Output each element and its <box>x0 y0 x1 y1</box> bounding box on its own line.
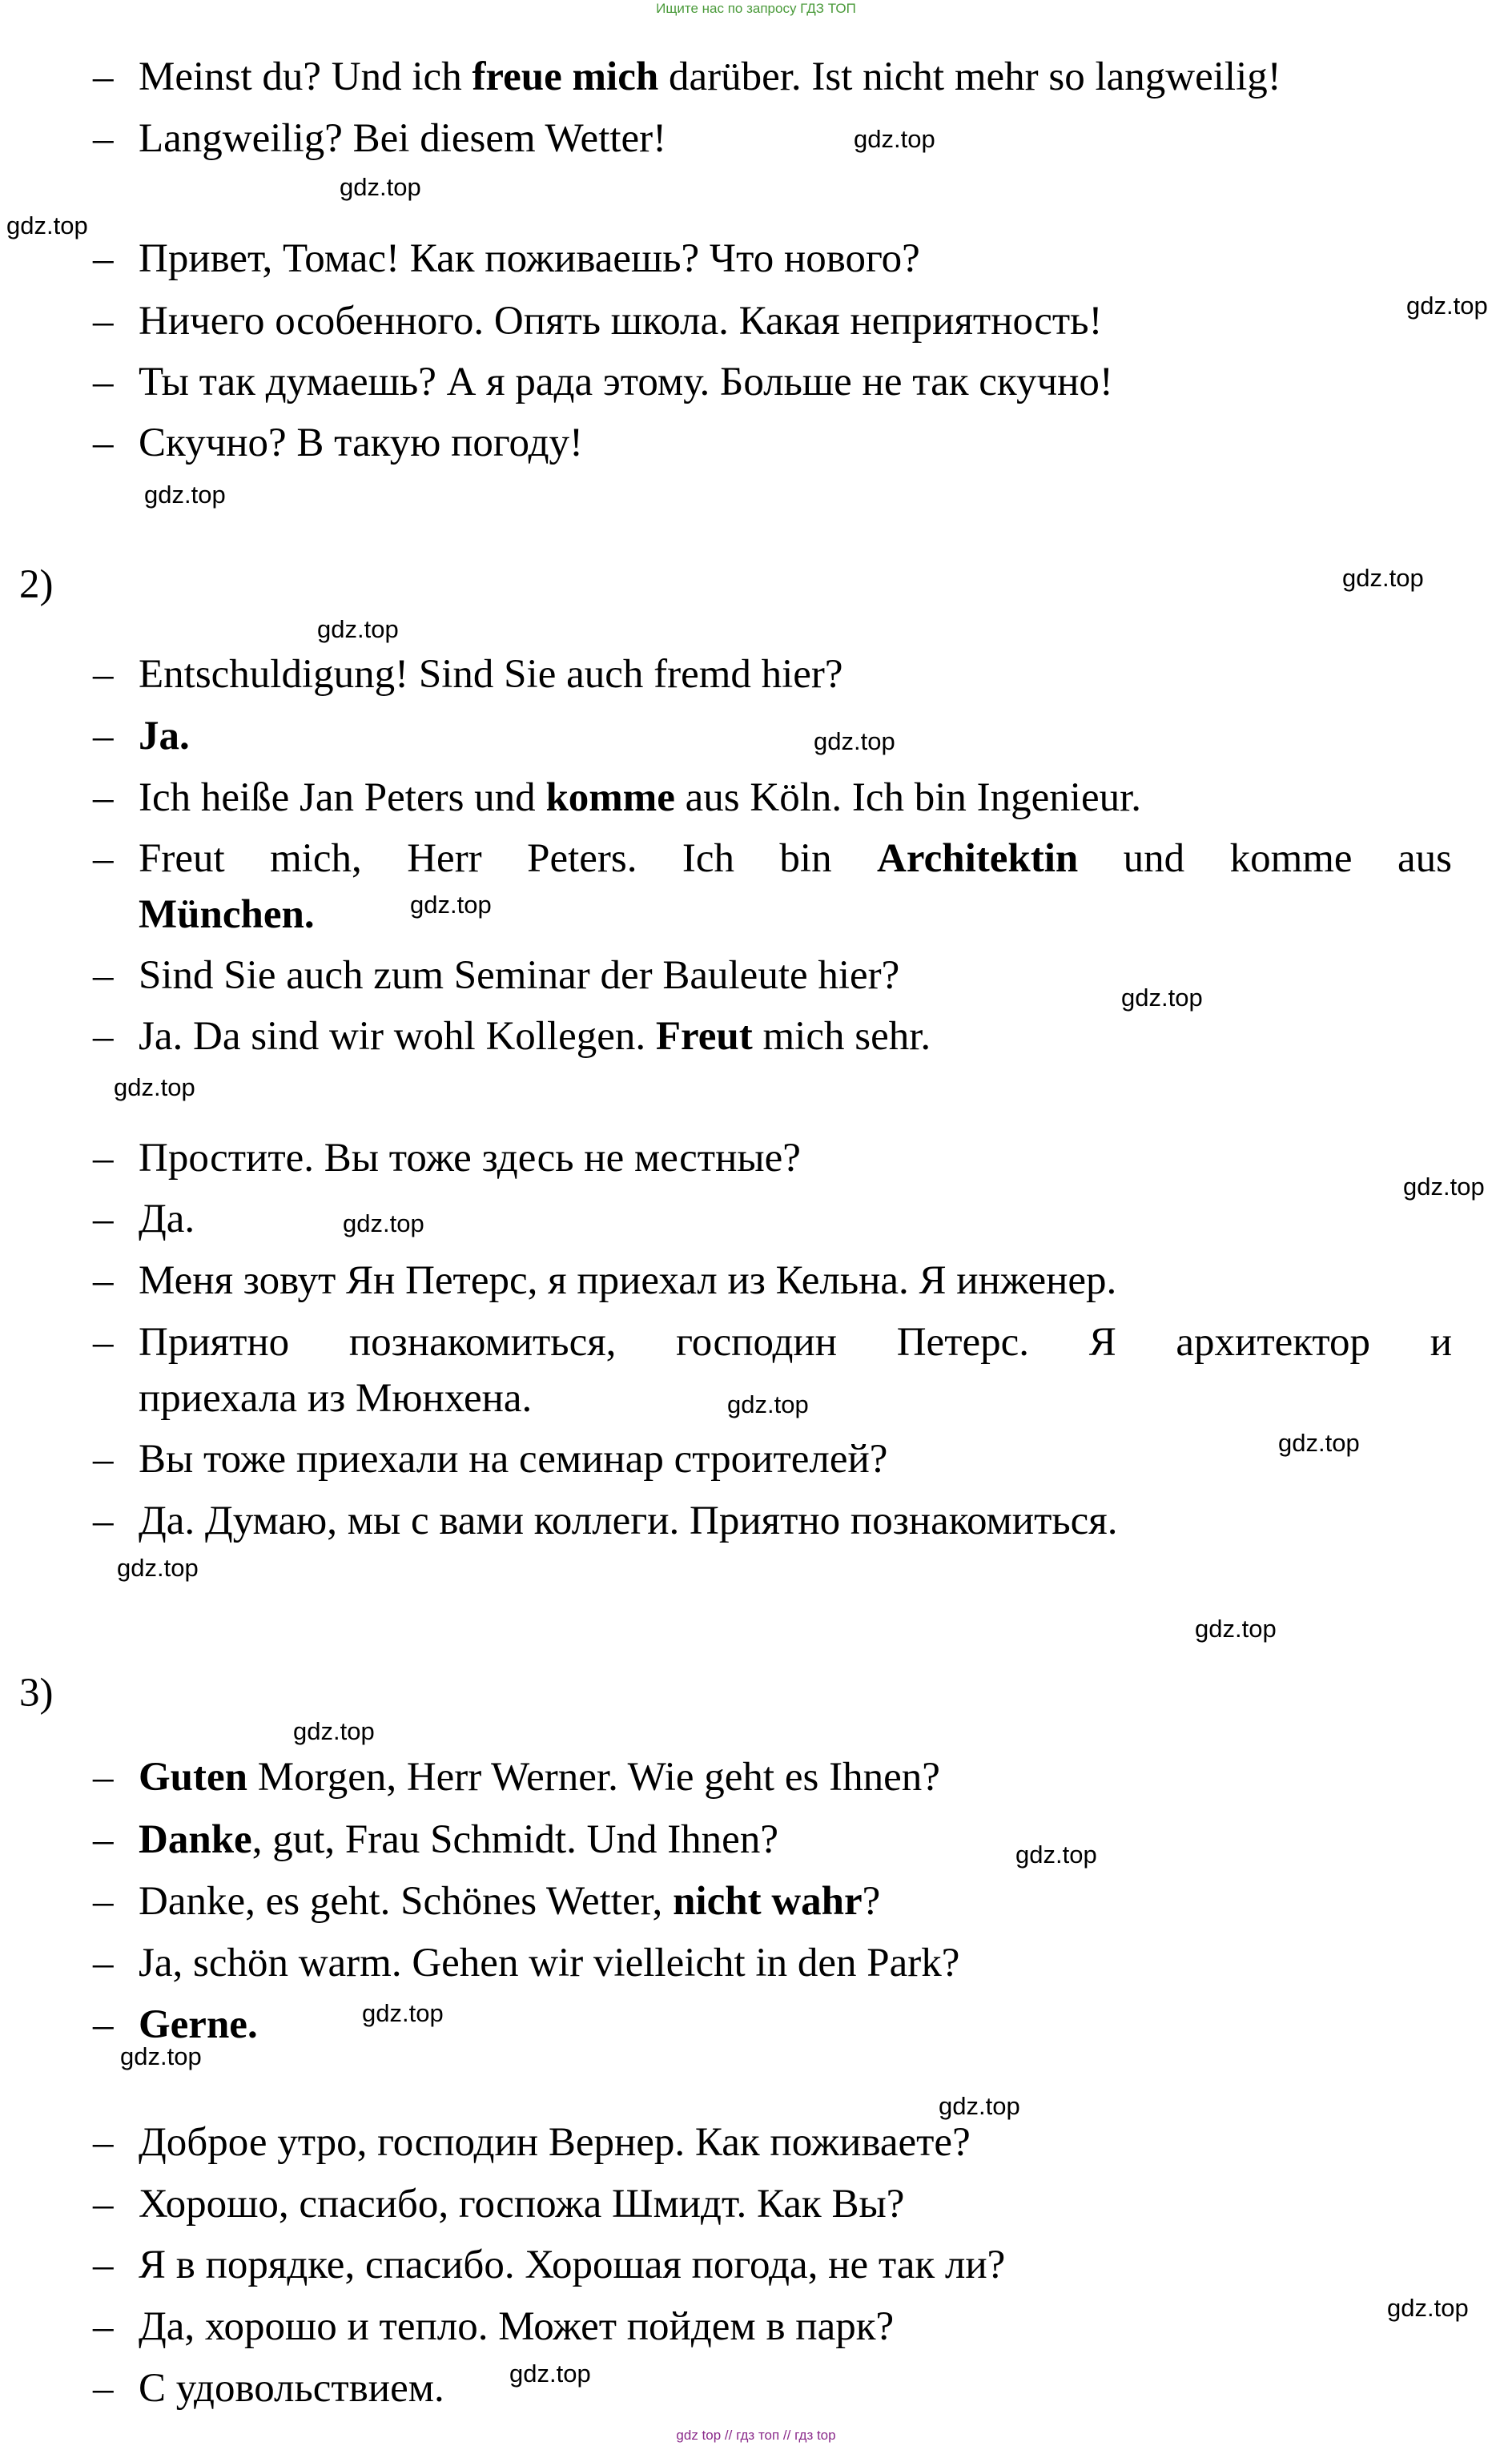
watermark: gdz.top <box>343 1209 424 1237</box>
watermark: gdz.top <box>6 211 88 239</box>
dialogue-text: Sind Sie auch zum Seminar der Bauleute hier? <box>139 953 900 998</box>
dash-marker: – <box>93 2304 114 2349</box>
watermark: gdz.top <box>1121 984 1203 1012</box>
dialogue-line <box>93 1134 1454 1182</box>
header-note: Ищите нас по запросу ГДЗ ТОП <box>656 1 856 16</box>
dash-marker: – <box>93 953 114 998</box>
watermark: gdz.top <box>1195 1615 1277 1643</box>
watermark: gdz.top <box>117 1554 199 1582</box>
dialogue-line <box>93 774 1454 822</box>
dash-marker: – <box>93 1755 114 1800</box>
dialogue-text: Ничего особенного. Опять школа. Какая неприятность! <box>139 299 1103 344</box>
dialogue-text: Привет, Томас! Как поживаешь? Что нового? <box>139 236 920 281</box>
dialogue-line <box>93 1257 1454 1305</box>
dialogue-text: Доброе утро, господин Вернер. Как поживаете? <box>139 2120 971 2165</box>
dash-marker: – <box>93 1941 114 1985</box>
dash-marker: – <box>93 2120 114 2165</box>
dialogue-line <box>93 1816 1454 1864</box>
dialogue-text: Я в порядке, спасибо. Хорошая погода, не так ли? <box>139 2243 1006 2287</box>
dialogue-line <box>93 835 1454 883</box>
dialogue-text: Меня зовут Ян Петерс, я приехал из Кельна. Я инженер. <box>139 1258 1117 1303</box>
dialogue-line <box>93 1753 1454 1801</box>
watermark: gdz.top <box>293 1717 375 1745</box>
dash-marker: – <box>93 2243 114 2287</box>
dialogue-text: Ich heiße Jan Peters und komme aus Köln. Ich bin Ingenieur. <box>139 775 1142 820</box>
dialogue-line <box>93 712 1454 760</box>
watermark: gdz.top <box>814 727 895 755</box>
dash-marker: – <box>93 236 114 281</box>
dash-marker: – <box>93 1817 114 1862</box>
dialogue-line <box>93 650 1454 698</box>
dialogue-text: Приятно познакомиться, господин Петерс. Я архитектор и <box>139 1320 1452 1365</box>
watermark: gdz.top <box>144 481 226 509</box>
dialogue-text: Ja. Da sind wir wohl Kollegen. Freut mich sehr. <box>139 1014 931 1059</box>
dialogue-text: Скучно? В такую погоду! <box>139 420 584 465</box>
dash-marker: – <box>93 775 114 820</box>
dash-marker: – <box>93 116 114 161</box>
dialogue-text: Вы тоже приехали на семинар строителей? <box>139 1437 888 1482</box>
footer-note: gdz top // гдз топ // гдз top <box>676 2428 836 2443</box>
dialogue-text: Простите. Вы тоже здесь не местные? <box>139 1136 801 1181</box>
dash-marker: – <box>93 299 114 344</box>
dash-marker: – <box>93 1258 114 1303</box>
dash-marker: – <box>93 836 114 881</box>
dialogue-line <box>93 1195 1454 1243</box>
dialogue-line <box>93 2303 1454 2351</box>
dialogue-text: Danke, gut, Frau Schmidt. Und Ihnen? <box>139 1817 778 1862</box>
dash-marker: – <box>93 1879 114 1924</box>
watermark: gdz.top <box>1015 1841 1097 1869</box>
dash-marker: – <box>93 652 114 697</box>
dialogue-line <box>93 1497 1454 1545</box>
dialogue-line <box>93 419 1454 467</box>
watermark: gdz.top <box>317 615 399 643</box>
watermark: gdz.top <box>854 125 935 153</box>
dialogue-text: Да. Думаю, мы с вами коллеги. Приятно познакомиться. <box>139 1499 1118 1543</box>
dialogue-text: Gerne. <box>139 2002 258 2047</box>
dialogue-line <box>93 2241 1454 2289</box>
watermark: gdz.top <box>1342 564 1424 592</box>
dialogue-line <box>93 2180 1454 2228</box>
dialogue-text: Langweilig? Bei diesem Wetter! <box>139 116 667 161</box>
dash-marker: – <box>93 1136 114 1181</box>
dialogue-text: Entschuldigung! Sind Sie auch fremd hier? <box>139 652 843 697</box>
dash-marker: – <box>93 1197 114 1241</box>
watermark: gdz.top <box>1387 2294 1469 2322</box>
dialogue-continuation: München. <box>139 892 315 937</box>
dash-marker: – <box>93 1499 114 1543</box>
watermark: gdz.top <box>509 2360 591 2388</box>
dialogue-text: Guten Morgen, Herr Werner. Wie geht es Ihnen? <box>139 1755 940 1800</box>
watermark: gdz.top <box>939 2092 1020 2120</box>
dash-marker: – <box>93 420 114 465</box>
dash-marker: – <box>93 1320 114 1365</box>
dialogue-line <box>93 358 1454 406</box>
dialogue-text: Ja, schön warm. Gehen wir vielleicht in den Park? <box>139 1941 960 1985</box>
watermark: gdz.top <box>114 1073 195 1101</box>
dialogue-text: Meinst du? Und ich freue mich darüber. Ist nicht mehr so langweilig! <box>139 54 1281 99</box>
watermark: gdz.top <box>1278 1429 1360 1457</box>
dash-marker: – <box>93 2366 114 2411</box>
dialogue-line <box>93 1012 1454 1060</box>
dialogue-line <box>93 297 1454 345</box>
watermark: gdz.top <box>1403 1173 1485 1201</box>
dash-marker: – <box>93 714 114 758</box>
dialogue-text: Danke, es geht. Schönes Wetter, nicht wahr? <box>139 1879 881 1924</box>
dash-marker: – <box>93 360 114 404</box>
watermark: gdz.top <box>727 1390 809 1418</box>
watermark: gdz.top <box>410 891 492 919</box>
watermark: gdz.top <box>1406 292 1488 320</box>
dialogue-line <box>93 951 1454 1000</box>
dialogue-line <box>93 2364 1454 2412</box>
dialogue-text: С удовольствием. <box>139 2366 444 2411</box>
section-number: 2) <box>19 562 54 607</box>
dialogue-line <box>93 115 1454 163</box>
dialogue-text: Ты так думаешь? А я рада этому. Больше не так скучно! <box>139 360 1113 404</box>
dialogue-text: Freut mich, Herr Peters. Ich bin Architektin und komme aus <box>139 836 1452 881</box>
dialogue-line <box>93 1939 1454 1987</box>
dialogue-continuation: приехала из Мюнхена. <box>139 1376 533 1421</box>
section-number: 3) <box>19 1671 54 1716</box>
dialogue-line <box>93 2001 1454 2049</box>
watermark: gdz.top <box>362 1999 444 2027</box>
dialogue-text: Да, хорошо и тепло. Может пойдем в парк? <box>139 2304 895 2349</box>
dialogue-line <box>93 1435 1454 1483</box>
dialogue-line <box>93 235 1454 283</box>
dialogue-line <box>93 1877 1454 1925</box>
dialogue-line <box>93 2118 1454 2166</box>
dialogue-line <box>93 1318 1454 1366</box>
dash-marker: – <box>93 2182 114 2227</box>
dialogue-line <box>93 53 1454 101</box>
watermark: gdz.top <box>120 2042 202 2070</box>
dialogue-text: Хорошо, спасибо, госпожа Шмидт. Как Вы? <box>139 2182 905 2227</box>
dialogue-text: Да. <box>139 1197 195 1241</box>
watermark: gdz.top <box>340 173 421 201</box>
dash-marker: – <box>93 1014 114 1059</box>
dash-marker: – <box>93 2002 114 2047</box>
dialogue-text: Ja. <box>139 714 190 758</box>
dash-marker: – <box>93 1437 114 1482</box>
dash-marker: – <box>93 54 114 99</box>
